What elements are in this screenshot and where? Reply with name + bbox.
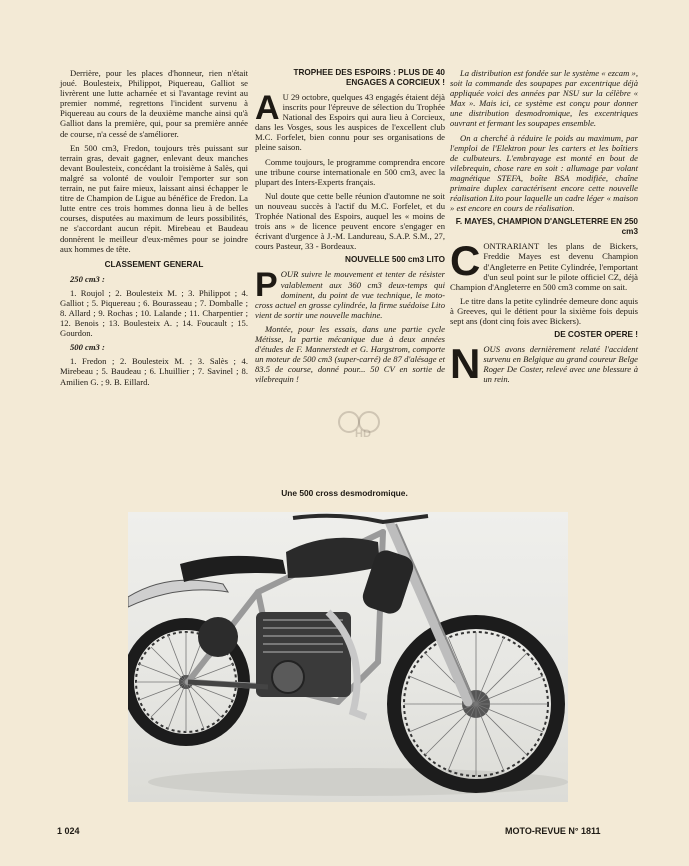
paragraph: CONTRARIANT les plans de Bickers, Freddie Mayes est devenu Champion d'Angleterre en Petite Cylindrée, l'emportant d'un seul point sur le pilote officiel CZ, déjà Champion d'Angleterre en 500 cm3 comme on sait.	[450, 237, 638, 292]
drop-cap: N	[450, 340, 481, 388]
paragraph: Derrière, pour les places d'honneur, rien n'était joué. Boulesteix, Philippot, Piquereau, Galliot se livrèrent une lutte acharnée et si l'avantage revint au premier nommé, regrettons l'incident survenu à Piquereau au cours de la deuxième manche ainsi qu'à Galliot dans la première, qui, pour sa première année de course, n'a cessé de s'améliorer.	[60, 68, 248, 139]
article-heading-trophee: TROPHEE DES ESPOIRS : PLUS DE 40 ENGAGES A CORCIEUX !	[293, 68, 445, 87]
drop-cap: A	[255, 89, 280, 127]
paragraph: A U 29 octobre, quelques 43 engagés étaient déjà inscrits pour l'épreuve de sélection du Trophée National des Espoirs qui aura lieu à Corcieux, dans les Vosges, sous les auspices de l'excellent club M.C. Forfelet, bien connu pour ses organisations de pleine saison.	[255, 89, 445, 153]
results-500: 1. Fredon ; 2. Boulesteix M. ; 3. Salès ; 4. Mirebeau ; 5. Baudeau ; 6. Lhuillier ; 7. Savinel ; 8. Amilien G. ; 9. B. Eillard.	[60, 356, 248, 387]
watermark-logo: HD	[335, 408, 385, 444]
results-heading: CLASSEMENT GENERAL	[104, 259, 204, 269]
photo-caption: Une 500 cross desmodromique.	[281, 488, 408, 498]
results-250: 1. Roujol ; 2. Boulesteix M. ; 3. Philippot ; 4. Galliot ; 5. Piquereau ; 6. Bourasseau ; 7. Domballe ; 8. Allard ; 9. Rochas ; 10. Lalande ; 11. Charpentier ; 12. Benois ; 13. Boulesteix A. ; 14. Foucault ; 15. Gourdon.	[60, 287, 248, 339]
paragraph: Nul doute que cette belle réunion d'automne ne soit un nouveau succès à l'actif du M.C. Forfelet, et du Trophée National des Espoirs, auquel les « moins de trois ans » de licence peuvent encore s'engager en écrivant d'urgence à J.-M. Landureau, S.A.P. S.M., 27, cours Pasteur, 33 - Bordeaux.	[255, 190, 445, 252]
magazine-footer: MOTO-REVUE N° 1811	[505, 826, 601, 836]
paragraph: POUR suivre le mouvement et tenter de résister valablement aux 360 cm3 deux-temps qui dominent, du point de vue technique, le moto-cross actuel en grosse cylindrée, la firme suédoise Lito vient de sortir une nouvelle machine.	[255, 266, 445, 320]
drop-cap: P	[255, 266, 278, 305]
motorcycle-photo	[128, 512, 568, 802]
article-heading-decoster: DE COSTER OPERE !	[554, 330, 638, 340]
article-heading-lito: NOUVELLE 500 cm3 LITO	[345, 255, 445, 265]
drop-cap: C	[450, 237, 481, 285]
column-middle	[255, 68, 445, 388]
paragraph: NOUS avons dernièrement relaté l'accident survenu en Belgique au grand coureur Belge Roger De Coster, relevé avec une blessure à un rein.	[450, 340, 638, 388]
paragraph: En 500 cm3, Fredon, toujours très puissant sur terrain gras, devait gagner, enlevant deux manches devant Boulesteix, concédant la troisième à Salès, qui malgré sa volonté de vouloir l'emporter sur son terrain, ne put faire mieux, laissant ainsi échapper le titre de Champion de Ligue au bénéfice de Fredon. La lutte entre ces trois hommes donna lieu à de belles courses, disputées au maximum de leurs possibilités, ne s'accordant aucun répit. Mirebeau et Baudeau donnèrent le meilleur d'eux-mêmes pour se joindre aux hommes de tête.	[60, 142, 248, 254]
column-left	[60, 68, 248, 391]
category-label-250: 250 cm3 :	[70, 273, 105, 284]
paragraph: La distribution est fondée sur le système « ezcam », soit la commande des soupapes par excentrique déjà appliquée voici des années par NSU sur la célèbre « Max ». Mais ici, ce système est conçu pour donner une distribution desmodromique, les excentriques ouvrant et fermant les soupapes ensemble.	[450, 68, 638, 129]
paragraph: Montée, pour les essais, dans une partie cycle Métisse, la partie mécanique due à deux années d'études de F. Mannerstedt et G. Hargstrom, comporte un moteur de 500 cm3 (super-carré) de 87 d'alésage et 83.5 de course, donné pour... 50 CV en sortie de vilebrequin !	[255, 323, 445, 385]
paragraph: Comme toujours, le programme comprendra encore une tribune course internationale en 500 cm3, avec la plupart des Inters-Experts français.	[255, 156, 445, 187]
article-heading-mayes: F. MAYES, CHAMPION D'ANGLETERRE EN 250 cm3	[455, 217, 638, 237]
column-right	[450, 68, 638, 388]
category-label-500: 500 cm3 :	[70, 342, 105, 353]
paragraph: On a cherché à réduire le poids au maximum, par l'emploi de l'Elektron pour les carters et les boîtiers de culbuteurs. L'embrayage est monté en bout de vilebrequin, chose rare en soit : allumage par volant magnétique STEFA, boîte BSA modifiée, chaîne primaire duplex caractérisent encore cette nouvelle réalisation Lito pour laquelle un cadre léger « maison » est encore en cours de réalisation.	[450, 132, 638, 214]
paragraph: Le titre dans la petite cylindrée demeure donc aquis à Greeves, qui le détient pour la sixième fois depuis sept ans (dont cinq fois avec Bickers).	[450, 295, 638, 326]
front-wheel-icon	[394, 622, 558, 786]
page-number: 1 024	[57, 826, 80, 836]
